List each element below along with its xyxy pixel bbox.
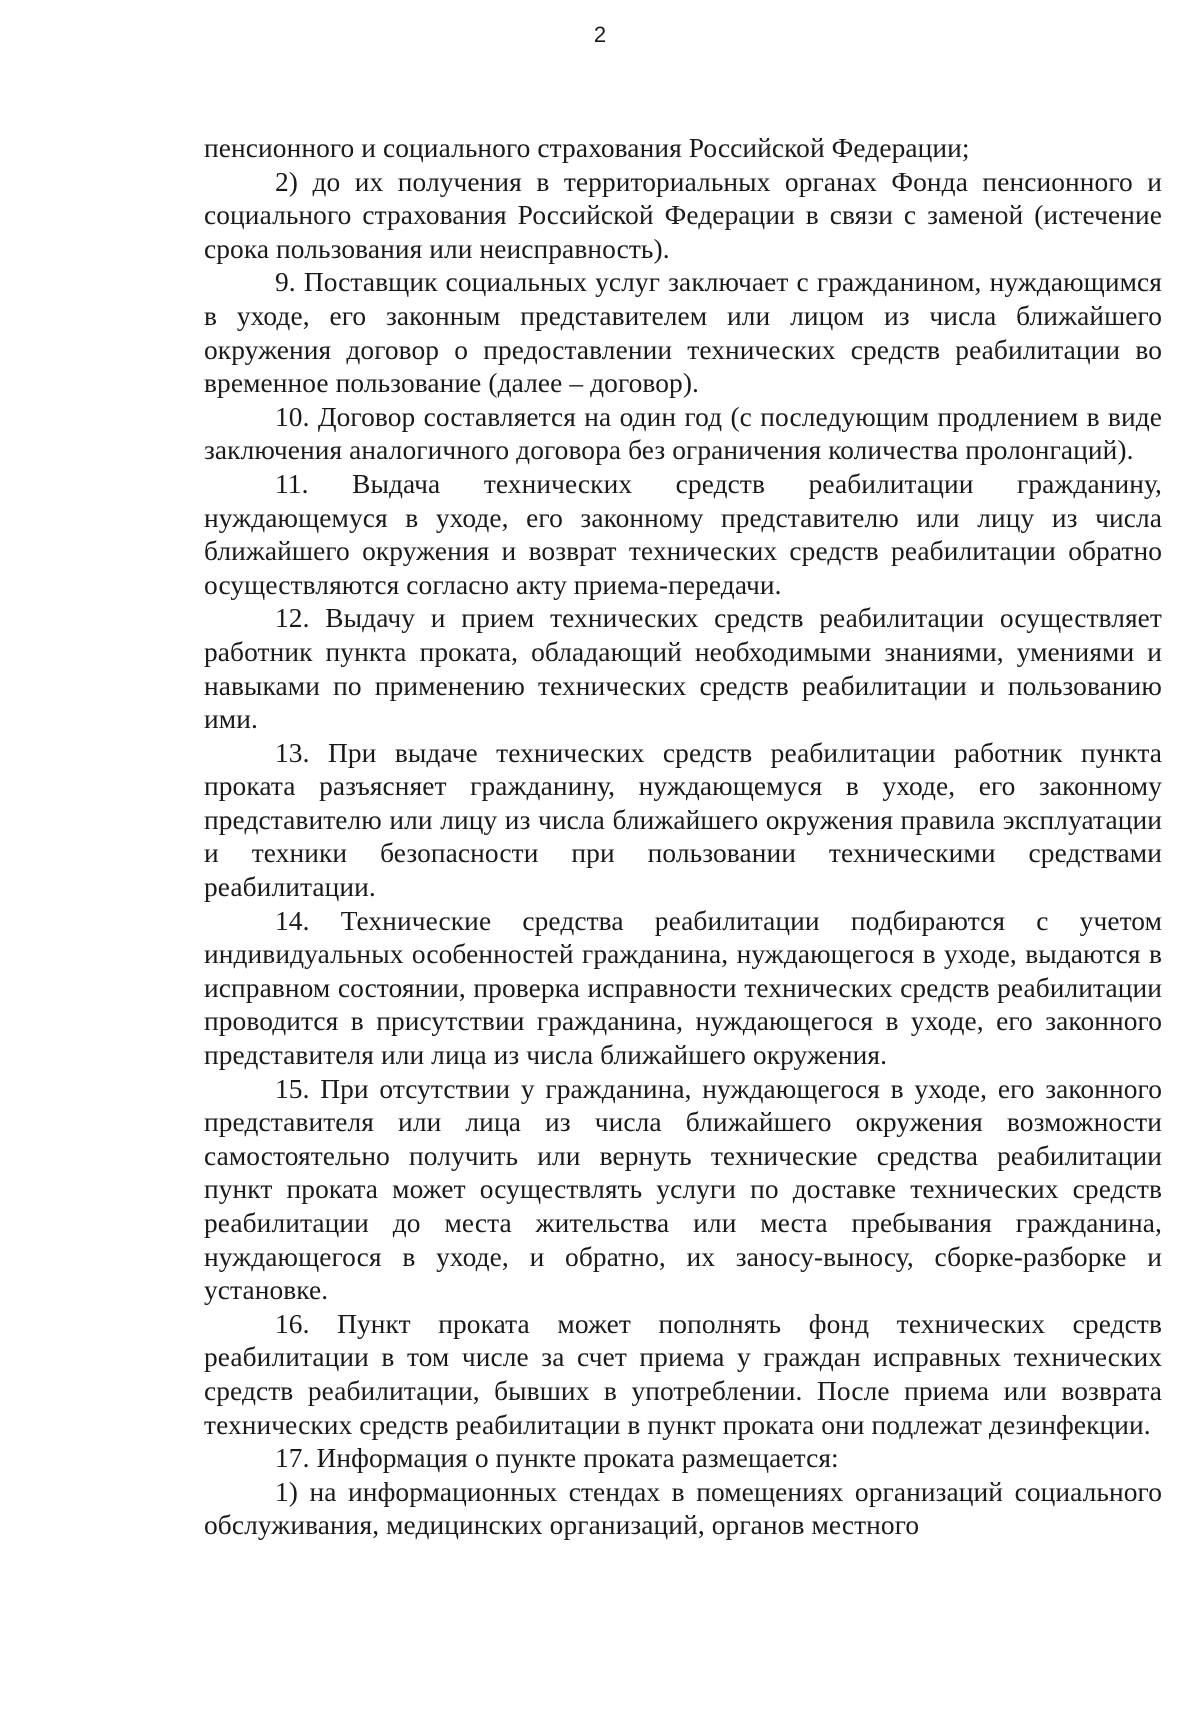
paragraph-subitem-2: 2) до их получения в территориальных органах Фонда пенсионного и социального страхования Российской Федерации в связи с заменой (истечение срока пользования или неисправность). <box>204 166 1162 264</box>
paragraph-item-15: 15. При отсутствии у гражданина, нуждающегося в уходе, его законного представителя или лица из числа ближайшего окружения возможности самостоятельно получить или вернуть технические средства реабилитации пункт проката может осуществлять услуги по доставке технических средств реабилитации до места жительства или места пребывания гражданина, нуждающегося в уходе, и обратно, их заносу-выносу, сборке-разборке и установке. <box>204 1073 1162 1306</box>
paragraph-subitem-1: 1) на информационных стендах в помещениях организаций социального обслуживания, медицинских организаций, органов местного <box>204 1476 1162 1541</box>
paragraph-item-16: 16. Пункт проката может пополнять фонд технических средств реабилитации в том числе за счет приема у граждан исправных технических средств реабилитации, бывших в употреблении. После приема или возврата технических средств реабилитации в пункт проката они подлежат дезинфекции. <box>204 1308 1162 1440</box>
paragraph-item-12: 12. Выдачу и прием технических средств реабилитации осуществляет работник пункта проката, обладающий необходимыми знаниями, умениями и навыками по применению технических средств реабилитации и пользованию ими. <box>204 603 1162 735</box>
page-number: 2 <box>593 22 607 47</box>
paragraph-item-10: 10. Договор составляется на один год (с последующим продлением в виде заключения аналогичного договора без ограничения количества пролонгаций). <box>204 401 1162 466</box>
document-body <box>204 132 1162 1543</box>
paragraph-continuation: пенсионного и социального страхования Российской Федерации; <box>204 133 970 163</box>
paragraph-item-17: 17. Информация о пункте проката размещается: <box>275 1443 839 1474</box>
paragraph-item-9: 9. Поставщик социальных услуг заключает с гражданином, нуждающимся в уходе, его законным представителем или лицом из числа ближайшего окружения договор о предоставлении технических средств реабилитации во временное пользование (далее – договор). <box>204 267 1162 399</box>
paragraph-item-14: 14. Технические средства реабилитации подбираются с учетом индивидуальных особенностей гражданина, нуждающегося в уходе, выдаются в исправном состоянии, проверка исправности технических средств реабилитации проводится в присутствии гражданина, нуждающегося в уходе, его законного представителя или лица из числа ближайшего окружения. <box>204 905 1162 1071</box>
paragraph-item-13: 13. При выдаче технических средств реабилитации работник пункта проката разъясняет гражданину, нуждающемуся в уходе, его законному представителю или лицу из числа ближайшего окружения правила эксплуатации и техники безопасности при пользовании техническими средствами реабилитации. <box>204 737 1162 903</box>
paragraph-item-11: 11. Выдача технических средств реабилитации гражданину, нуждающемуся в уходе, его законному представителю или лицу из числа ближайшего окружения и возврат технических средств реабилитации обратно осуществляются согласно акту приема-передачи. <box>204 468 1162 600</box>
